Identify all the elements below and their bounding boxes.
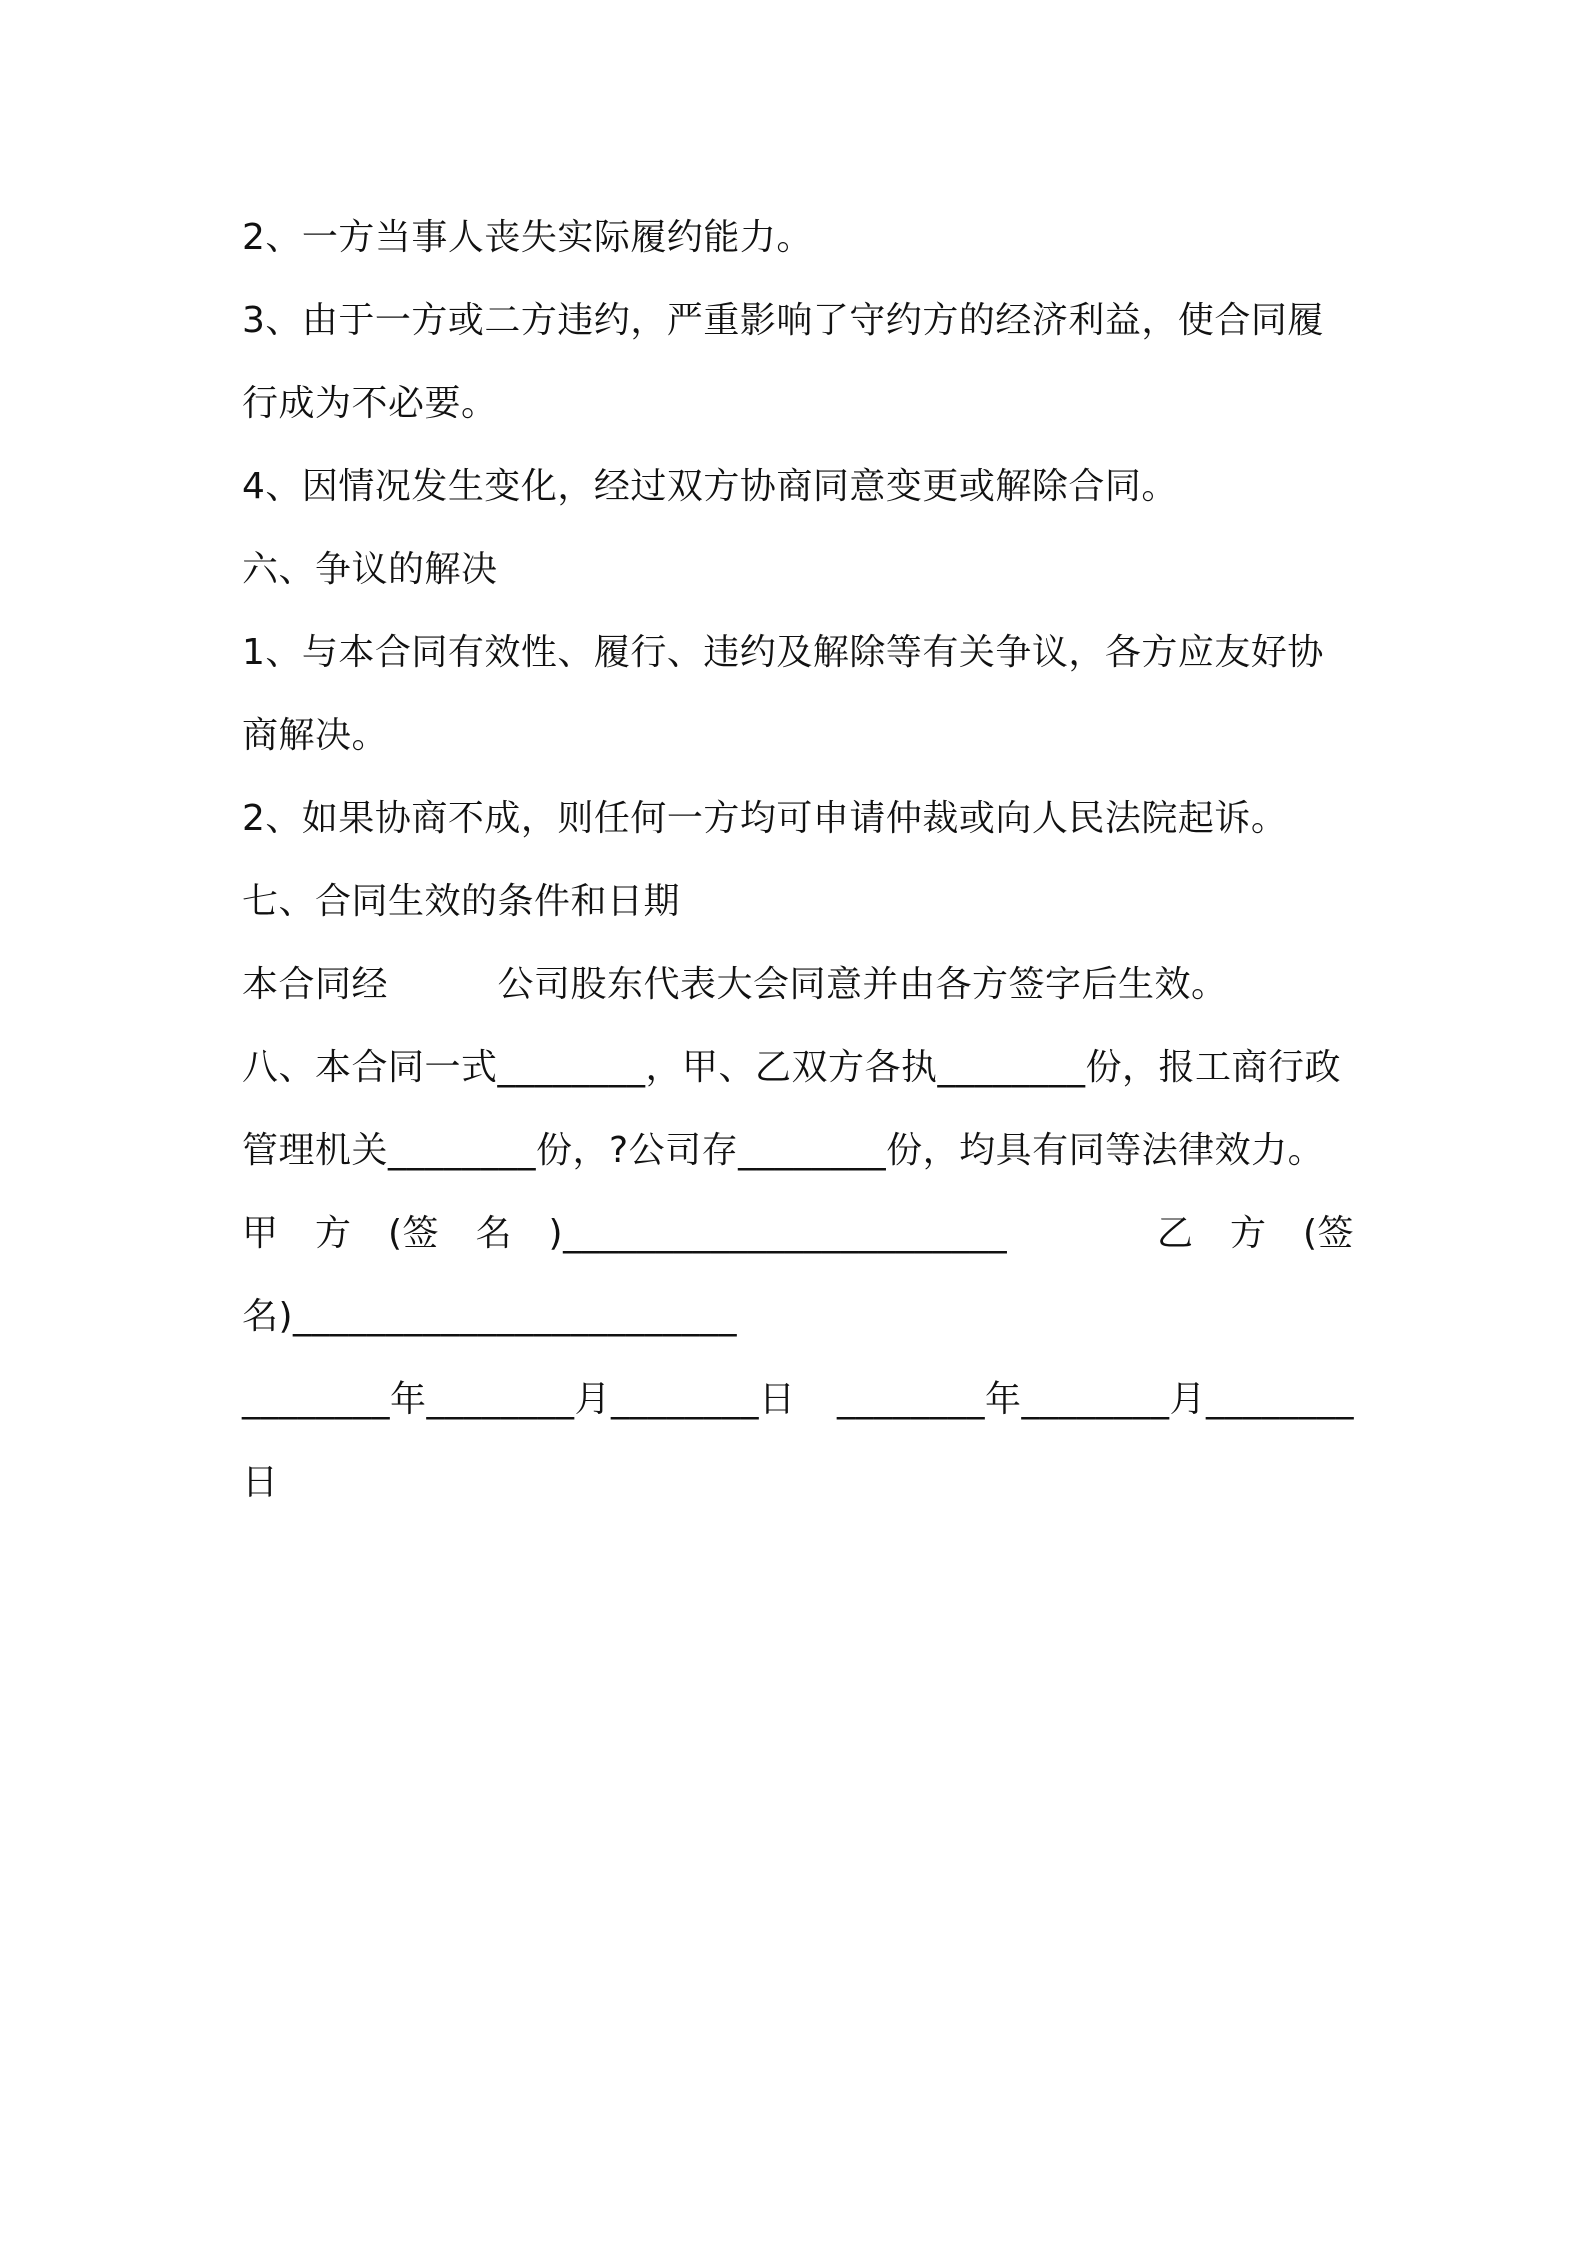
document-body xyxy=(242,196,1354,1524)
party-b-signature-start: 乙 方 (签 xyxy=(1156,1213,1354,1254)
party-b-date-end: 日 xyxy=(242,1462,279,1503)
clause-text: 八、本合同一式________，甲、乙双方各执________份，报工商行政 xyxy=(242,1047,1342,1088)
signature-row xyxy=(242,1192,1354,1275)
party-b-signature-end: 名)________________________ xyxy=(242,1296,738,1337)
party-a-date: ________年________月________日 xyxy=(242,1379,796,1420)
party-a-signature: 甲 方 (签 名 )________________________ xyxy=(242,1213,1008,1254)
clause-text: 1、与本合同有效性、履行、违约及解除等有关争议，各方应友好协 xyxy=(242,632,1324,673)
clause-text: 3、由于一方或二方违约，严重影响了守约方的经济利益，使合同履 xyxy=(242,300,1324,341)
clause-text: 4、因情况发生变化，经过双方协商同意变更或解除合同。 xyxy=(242,466,1178,507)
clause-text: 2、一方当事人丧失实际履约能力。 xyxy=(242,217,813,258)
clause-text: 2、如果协商不成，则任何一方均可申请仲裁或向人民法院起诉。 xyxy=(242,798,1288,839)
section-heading: 七、合同生效的条件和日期 xyxy=(242,881,681,922)
clause-text: 商解决。 xyxy=(242,715,389,756)
section-heading: 六、争议的解决 xyxy=(242,549,498,590)
party-b-date: ________年________月________ xyxy=(837,1379,1354,1420)
date-row xyxy=(242,1358,1354,1441)
clause-text: 本合同经 公司股东代表大会同意并由各方签字后生效。 xyxy=(242,964,1228,1005)
clause-text: 行成为不必要。 xyxy=(242,383,498,424)
clause-text: 管理机关________份，?公司存________份，均具有同等法律效力。 xyxy=(242,1130,1325,1171)
